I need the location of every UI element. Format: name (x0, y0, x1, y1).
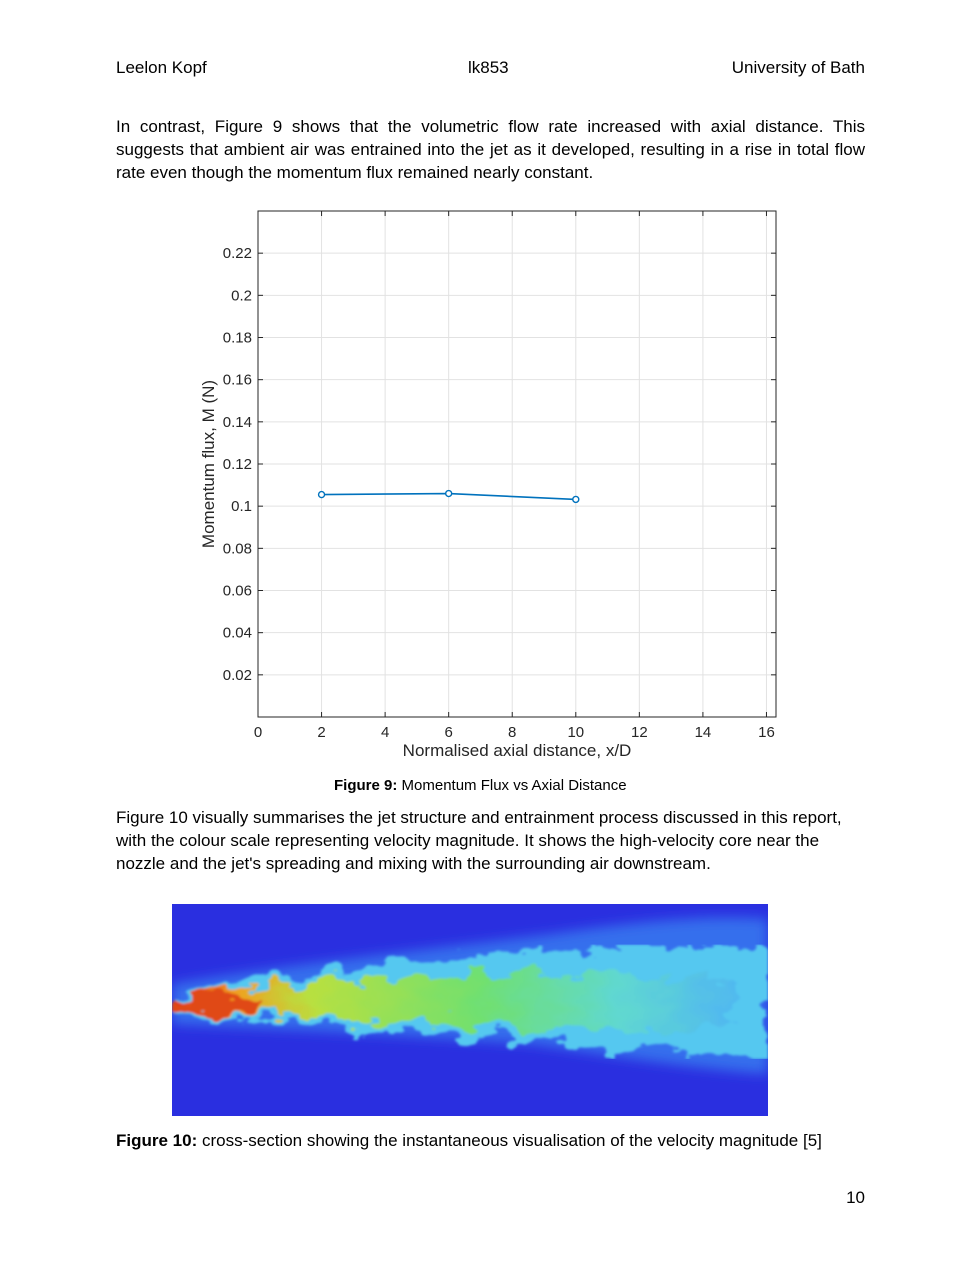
y-tick-label: 0.18 (222, 329, 252, 347)
x-tick-label: 16 (758, 724, 775, 741)
data-point (319, 492, 325, 498)
data-point (446, 491, 452, 497)
x-tick-label: 6 (444, 724, 453, 741)
x-tick-label: 8 (508, 724, 517, 741)
y-tick-label: 0.2 (231, 287, 252, 305)
figure10-paragraph: Figure 10 visually summarises the jet structure and entrainment process discussed in this report, with the colour scale representing velocity magnitude. It shows the high-velocity core near the nozzle and the jet's spreading and mixing with the surrounding air downstream. (116, 808, 842, 873)
x-tick-label: 2 (317, 724, 326, 741)
figure9-text: Momentum Flux vs Axial Distance (401, 777, 627, 794)
page-number: 10 (846, 1188, 865, 1207)
intro-paragraph: In contrast, Figure 9 shows that the volumetric flow rate increased with axial distance. This suggests that ambient air was entrained into the jet as it developed, resulting in a rise in total flow rate even though the momentum flux remained nearly constant. (116, 117, 865, 182)
x-axis-label: Normalised axial distance, x/D (402, 741, 632, 760)
y-tick-label: 0.12 (222, 456, 252, 473)
y-tick-label: 0.1 (231, 498, 252, 516)
x-tick-label: 4 (380, 724, 390, 741)
y-tick-label: 0.04 (222, 624, 252, 642)
y-axis-label: Momentum flux, M (N) (199, 379, 218, 549)
figure10-caption (116, 1131, 822, 1151)
y-tick-label: 0.22 (222, 245, 252, 263)
y-tick-label: 0.16 (222, 371, 252, 389)
figure9-label: Figure 9: (334, 777, 398, 794)
figure9-caption (334, 777, 627, 794)
x-tick-label: 10 (567, 724, 585, 741)
velocity-magnitude-image (172, 904, 768, 1116)
x-tick-label: 12 (631, 724, 648, 741)
y-tick-label: 0.14 (222, 413, 252, 431)
figure10-label: Figure 10: (116, 1131, 198, 1150)
x-tick-label: 0 (253, 724, 263, 741)
y-tick-label: 0.02 (222, 666, 252, 684)
momentum-flux-chart (190, 200, 790, 765)
x-tick-label: 14 (694, 724, 712, 741)
header-id: lk853 (468, 58, 509, 77)
figure10-text: cross-section showing the instantaneous visualisation of the velocity magnitude [5] (201, 1131, 822, 1150)
data-point (573, 496, 579, 502)
y-tick-label: 0.08 (222, 540, 252, 558)
header-author: Leelon Kopf (116, 58, 207, 77)
y-tick-label: 0.06 (222, 582, 252, 600)
header-institution: University of Bath (731, 58, 865, 77)
